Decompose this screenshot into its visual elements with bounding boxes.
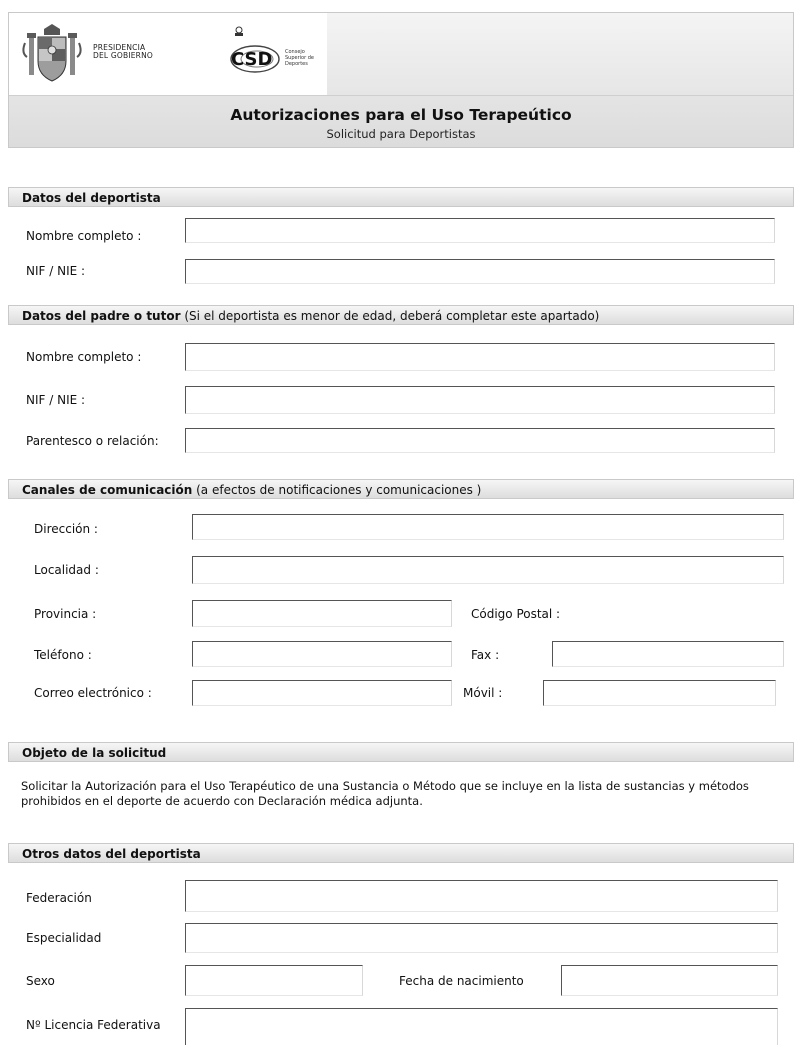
section-header-otros [8, 843, 794, 863]
telefono-label: Teléfono : [34, 648, 92, 662]
gov-text-line: DEL GOBIERNO [93, 51, 154, 60]
codigo-postal-label: Código Postal : [471, 607, 561, 621]
fecha-nacimiento-field[interactable] [561, 965, 778, 996]
provincia-field[interactable] [192, 600, 452, 627]
licencia-label: Nº Licencia Federativa [26, 1018, 161, 1032]
csd-text-line: Deportes [285, 61, 308, 67]
sexo-label: Sexo [26, 974, 55, 988]
deportista-nombre-field[interactable] [185, 218, 775, 243]
logo-band-right [327, 13, 793, 95]
fax-field[interactable] [552, 641, 784, 667]
correo-field[interactable] [192, 680, 452, 706]
movil-label: Móvil : [463, 686, 503, 700]
deportista-nif-field[interactable] [185, 259, 775, 284]
form-header [8, 12, 794, 148]
page-title: Autorizaciones para el Uso Terapeútico [230, 106, 572, 124]
federacion-label: Federación [26, 891, 92, 905]
section-header-tutor [8, 305, 794, 325]
page-subtitle: Solicitud para Deportistas [326, 127, 476, 141]
csd-text-line: Superior de [285, 55, 314, 61]
sexo-field[interactable] [185, 965, 363, 996]
section-title: Datos del deportista [22, 191, 161, 205]
tutor-nif-field[interactable] [185, 386, 775, 414]
objeto-text: Solicitar la Autorización para el Uso Terapéutico de una Sustancia o Método que se incluye en la lista de sustancias y métodos prohibidos en el deporte de acuerdo con Declaración médica adjunta. [21, 779, 749, 808]
licencia-field[interactable] [185, 1008, 778, 1045]
tutor-nif-label: NIF / NIE : [26, 393, 86, 407]
provincia-label: Provincia : [34, 607, 97, 621]
direccion-field[interactable] [192, 514, 784, 540]
especialidad-field[interactable] [185, 923, 778, 953]
section-header-deportista [8, 187, 794, 207]
especialidad-label: Especialidad [26, 931, 102, 945]
localidad-label: Localidad : [34, 563, 99, 577]
tutor-nombre-field[interactable] [185, 343, 775, 371]
telefono-field[interactable] [192, 641, 452, 667]
csd-logo-icon [225, 23, 329, 87]
section-note: (Si el deportista es menor de edad, deberá completar este apartado) [180, 309, 600, 323]
csd-text-line: Consejo [285, 49, 305, 55]
fecha-nacimiento-label: Fecha de nacimiento [399, 974, 524, 988]
section-note: (a efectos de notificaciones y comunicaciones ) [192, 483, 482, 497]
section-title: Canales de comunicación [22, 483, 193, 497]
section-header-objeto [8, 742, 794, 762]
nif-nie-label: NIF / NIE : [26, 264, 86, 278]
section-header-canales [8, 479, 794, 499]
movil-field[interactable] [543, 680, 776, 706]
localidad-field[interactable] [192, 556, 784, 584]
government-name [93, 44, 153, 60]
parentesco-field[interactable] [185, 428, 775, 453]
section-title: Otros datos del deportista [22, 847, 201, 861]
federacion-field[interactable] [185, 880, 778, 912]
section-title: Objeto de la solicitud [22, 746, 167, 760]
gov-text-line: PRESIDENCIA [93, 43, 146, 52]
parentesco-label: Parentesco o relación: [26, 434, 159, 448]
section-title: Datos del padre o tutor [22, 309, 181, 323]
correo-label: Correo electrónico : [34, 686, 152, 700]
tutor-nombre-label: Nombre completo : [26, 350, 142, 364]
direccion-label: Dirección : [34, 522, 98, 536]
nombre-completo-label: Nombre completo : [26, 229, 142, 243]
coat-of-arms-icon [21, 23, 83, 85]
fax-label: Fax : [471, 648, 500, 662]
csd-abbreviation: CSD [231, 49, 273, 70]
